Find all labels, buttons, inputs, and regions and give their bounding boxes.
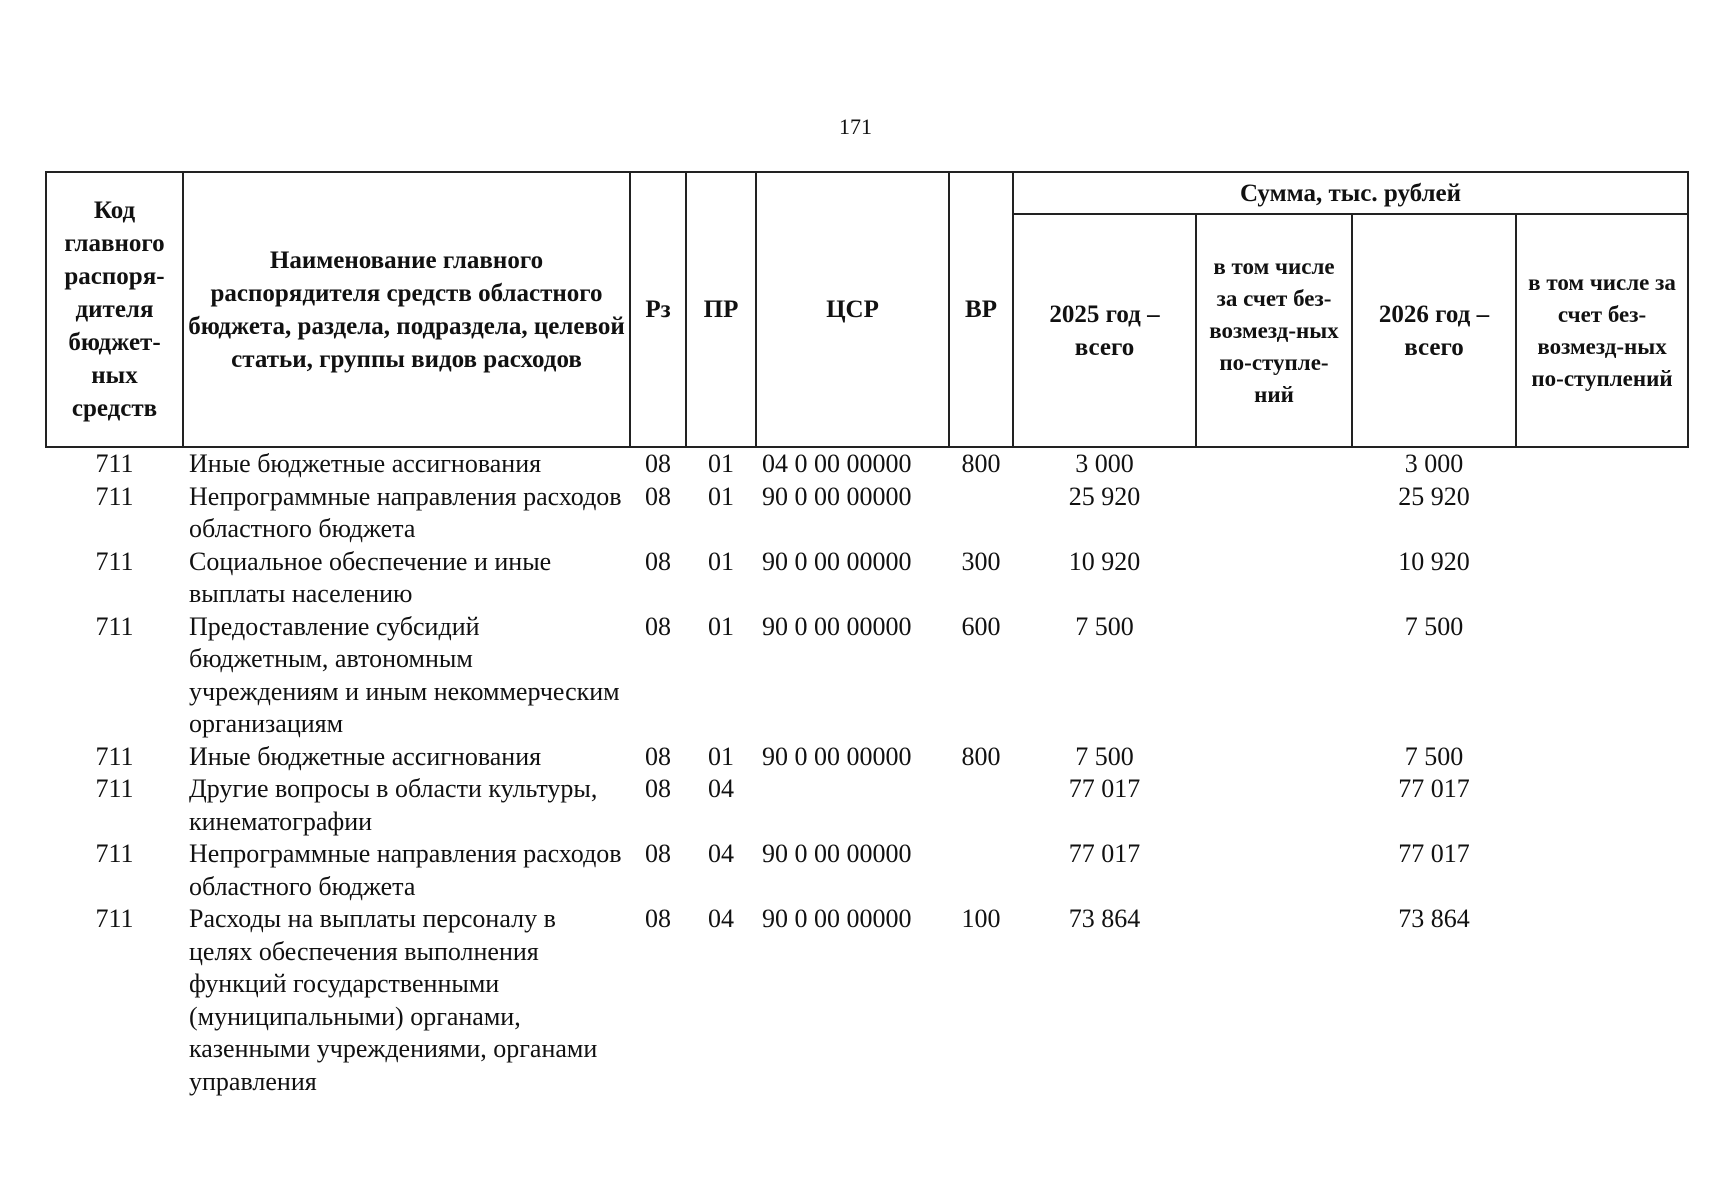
header-2026-total: 2026 год – всего (1352, 214, 1516, 447)
cell-rz: 08 (645, 546, 671, 576)
cell-2026-grants (1516, 773, 1688, 838)
cell-2026-total: 25 920 (1398, 481, 1470, 511)
cell-rz: 08 (645, 481, 671, 511)
cell-code: 711 (95, 774, 134, 803)
header-2026-grants: в том числе за счет без-возмезд-ных по-ступлений (1516, 214, 1688, 447)
cell-2025-grants (1196, 838, 1352, 903)
cell-code: 711 (95, 839, 134, 868)
cell-vr (949, 773, 1013, 838)
cell-vr: 800 (961, 449, 1001, 478)
table-row (46, 447, 1688, 481)
table-row (46, 773, 1688, 838)
cell-code: 711 (95, 904, 134, 933)
cell-name: Непрограммные направления расходов областного бюджета (189, 481, 622, 543)
cell-2025-total: 25 920 (1068, 481, 1141, 511)
cell-2026-total: 73 864 (1398, 904, 1470, 933)
cell-csr: 90 0 00 00000 (762, 904, 912, 933)
table-row (46, 546, 1688, 611)
header-sum-group: Сумма, тыс. рублей (1013, 172, 1688, 214)
cell-pr: 01 (708, 546, 734, 576)
cell-pr: 01 (708, 611, 734, 641)
cell-code: 711 (95, 741, 134, 771)
cell-2025-grants (1196, 447, 1352, 481)
table-row (46, 481, 1688, 546)
cell-2025-grants (1196, 903, 1352, 1098)
cell-rz: 08 (645, 449, 671, 478)
cell-rz: 08 (645, 741, 671, 771)
cell-pr: 04 (708, 904, 734, 933)
cell-2025-total: 77 017 (1068, 839, 1141, 868)
table-row (46, 741, 1688, 774)
cell-code: 711 (95, 481, 134, 511)
cell-2025-grants (1196, 773, 1352, 838)
cell-vr (949, 481, 1013, 546)
cell-rz: 08 (645, 774, 671, 803)
header-2025-grants: в том числе за счет без-возмезд-ных по-ступле-ний (1196, 214, 1352, 447)
cell-vr: 300 (961, 546, 1001, 576)
cell-vr: 600 (961, 611, 1001, 641)
cell-2026-total: 7 500 (1404, 741, 1464, 771)
cell-2025-total: 77 017 (1068, 774, 1141, 803)
cell-pr: 01 (708, 449, 734, 478)
table-header (46, 172, 1688, 447)
cell-2026-grants (1516, 903, 1688, 1098)
header-code: Код главного распоря-дителя бюджет-ных средств (46, 172, 183, 447)
page-number: 171 (839, 114, 872, 139)
cell-name: Непрограммные направления расходов областного бюджета (189, 839, 622, 901)
cell-2026-total: 3 000 (1404, 449, 1464, 478)
cell-2026-total: 10 920 (1398, 546, 1470, 576)
header-csr: ЦСР (756, 172, 949, 447)
cell-pr: 04 (708, 774, 734, 803)
cell-csr (756, 773, 949, 838)
cell-2026-total: 77 017 (1398, 774, 1470, 803)
cell-pr: 04 (708, 839, 734, 868)
cell-pr: 01 (708, 481, 734, 511)
cell-2026-total: 77 017 (1398, 839, 1470, 868)
cell-2026-grants (1516, 611, 1688, 741)
header-name: Наименование главного распорядителя средств областного бюджета, раздела, подраздела, целевой статьи, группы видов расходов (183, 172, 630, 447)
cell-2026-total: 7 500 (1404, 611, 1464, 641)
cell-2026-grants (1516, 838, 1688, 903)
cell-name: Расходы на выплаты персоналу в целях обеспечения выполнения функций государственными (муниципальными) органами, казенными учреждениями, органами управления (189, 904, 598, 1096)
header-vr: ВР (949, 172, 1013, 447)
cell-2025-total: 7 500 (1075, 741, 1134, 771)
cell-2025-total: 7 500 (1075, 611, 1134, 641)
cell-2025-total: 10 920 (1068, 546, 1141, 576)
cell-2026-grants (1516, 481, 1688, 546)
cell-csr: 90 0 00 00000 (762, 611, 912, 641)
cell-name: Предоставление субсидий бюджетным, автономным учреждениям и иным некоммерческим организациям (189, 611, 620, 738)
cell-name: Иные бюджетные ассигнования (189, 741, 542, 771)
cell-2026-grants (1516, 546, 1688, 611)
cell-2025-total: 3 000 (1075, 449, 1134, 478)
cell-2025-total: 73 864 (1068, 904, 1141, 933)
cell-csr: 90 0 00 00000 (762, 546, 912, 576)
cell-csr: 90 0 00 00000 (762, 839, 912, 868)
cell-vr (949, 838, 1013, 903)
cell-rz: 08 (645, 904, 671, 933)
cell-name: Социальное обеспечение и иные выплаты населению (189, 546, 552, 608)
cell-vr: 100 (961, 904, 1001, 933)
cell-rz: 08 (645, 611, 671, 641)
cell-2025-grants (1196, 481, 1352, 546)
cell-csr: 90 0 00 00000 (762, 481, 912, 511)
header-rz: Рз (630, 172, 686, 447)
table-row (46, 903, 1688, 1098)
cell-2025-grants (1196, 546, 1352, 611)
cell-rz: 08 (645, 839, 671, 868)
table-row (46, 611, 1688, 741)
table-body (46, 447, 1688, 1098)
cell-csr: 90 0 00 00000 (762, 741, 912, 771)
cell-2026-grants (1516, 741, 1688, 774)
cell-2025-grants (1196, 741, 1352, 774)
budget-table (45, 171, 1689, 1098)
table-row (46, 838, 1688, 903)
cell-code: 711 (95, 449, 134, 478)
cell-2025-grants (1196, 611, 1352, 741)
header-2025-total: 2025 год – всего (1013, 214, 1196, 447)
cell-code: 711 (95, 546, 134, 576)
cell-vr: 800 (961, 741, 1001, 771)
cell-code: 711 (95, 611, 134, 641)
cell-name: Другие вопросы в области культуры, кинематографии (189, 774, 598, 836)
cell-2026-grants (1516, 447, 1688, 481)
header-pr: ПР (686, 172, 756, 447)
cell-pr: 01 (708, 741, 734, 771)
cell-csr: 04 0 00 00000 (762, 449, 912, 478)
cell-name: Иные бюджетные ассигнования (189, 449, 542, 478)
